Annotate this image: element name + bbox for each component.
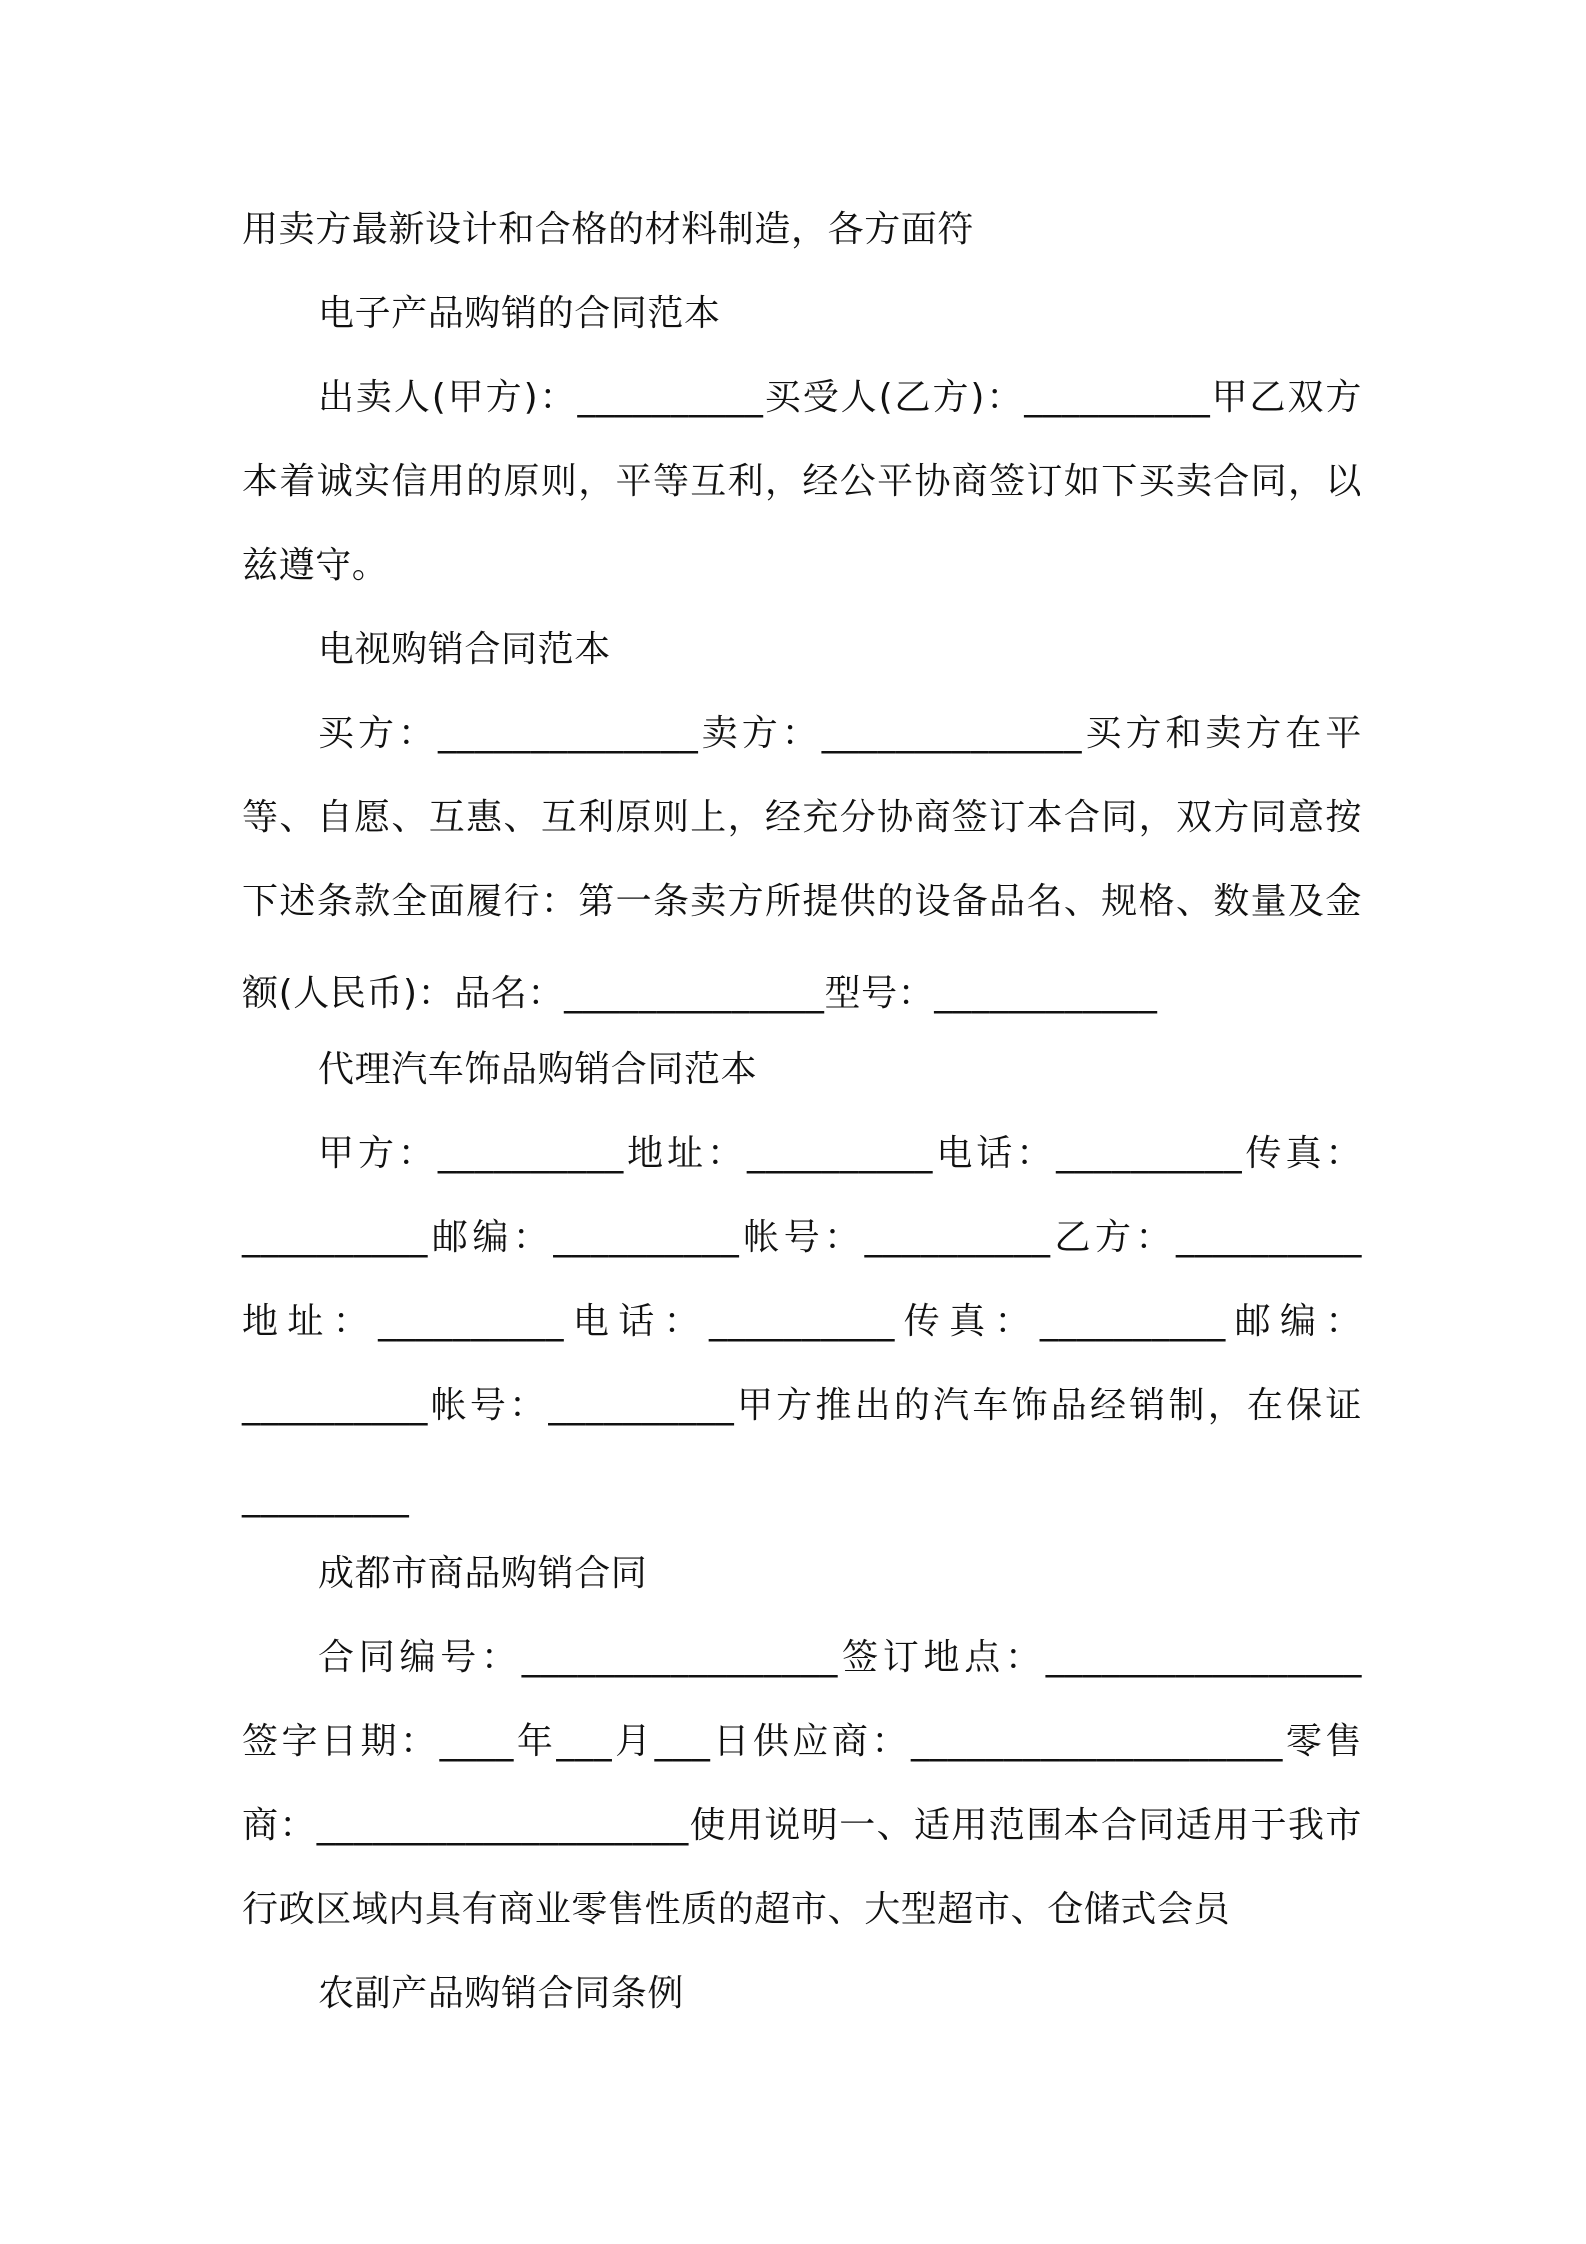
text-line: 合同编号：_________________签订地点：_________________ xyxy=(318,1637,1362,1678)
text-line: 甲方：__________地址：__________电话：__________传真： xyxy=(318,1133,1362,1174)
text-line: 商：____________________使用说明一、适用范围本合同适用于我市 xyxy=(242,1805,1362,1846)
text-line: 等、自愿、互惠、互利原则上，经充分协商签订本合同，双方同意按 xyxy=(242,797,1362,838)
text-line: 兹遵守。 xyxy=(242,545,389,586)
section-heading: 代理汽车饰品购销合同范本 xyxy=(318,1049,758,1090)
text-line: 额(人民币)：品名：______________型号：____________ xyxy=(242,973,1158,1014)
text-line: 本着诚实信用的原则，平等互利，经公平协商签订如下买卖合同，以 xyxy=(242,461,1362,502)
text-line: 签字日期：____年___月___日供应商：____________________零售 xyxy=(242,1721,1362,1762)
text-line: 行政区域内具有商业零售性质的超市、大型超市、仓储式会员 xyxy=(242,1889,1231,1930)
text-line: __________帐号：__________甲方推出的汽车饰品经销制，在保证 xyxy=(242,1385,1362,1426)
text-line: 地址：__________电话：__________传真：__________邮编： xyxy=(242,1301,1362,1342)
text-line: 用卖方最新设计和合格的材料制造，各方面符 xyxy=(242,209,975,250)
text-line: _________ xyxy=(242,1477,410,1518)
section-heading: 电子产品购销的合同范本 xyxy=(318,293,721,334)
text-line: 出卖人(甲方)：__________买受人(乙方)：__________甲乙双方 xyxy=(318,377,1362,418)
section-heading: 成都市商品购销合同 xyxy=(318,1553,648,1594)
text-line: 买方：______________卖方：______________买方和卖方在平 xyxy=(318,713,1362,754)
section-heading: 农副产品购销合同条例 xyxy=(318,1973,685,2014)
section-heading: 电视购销合同范本 xyxy=(318,629,611,670)
text-line: __________邮编：__________帐号：__________乙方：__________ xyxy=(242,1217,1362,1258)
text-line: 下述条款全面履行：第一条卖方所提供的设备品名、规格、数量及金 xyxy=(242,881,1362,922)
